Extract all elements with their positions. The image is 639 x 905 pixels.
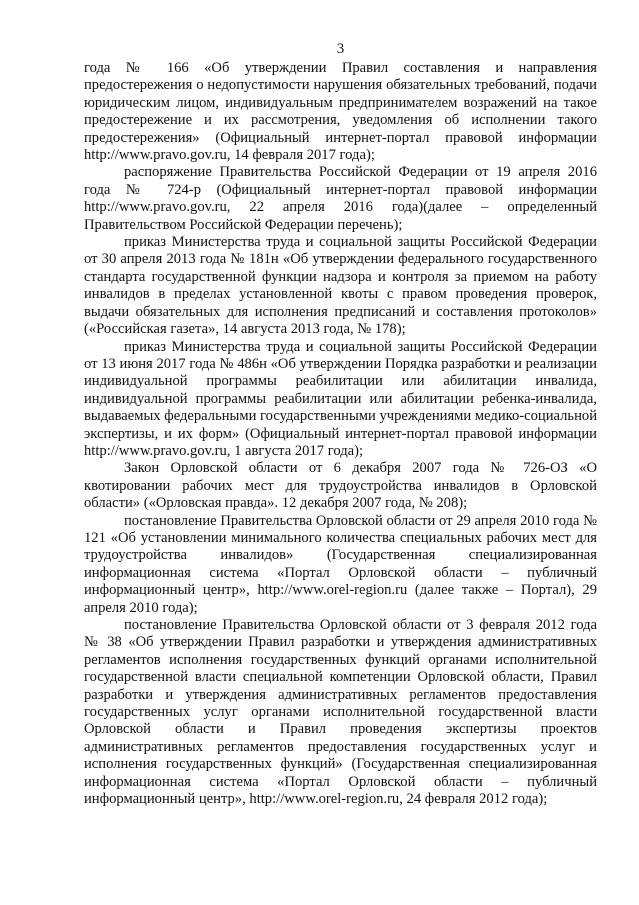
document-body — [84, 60, 597, 808]
page-number: 3 — [336, 41, 345, 57]
paragraph-7: постановление Правительства Орловской области от 3 февраля 2012 года № 38 «Об утверждении Правил разработки и утверждения административных регламентов исполнения государственных функций органами исполнительной государственной власти специальной компетенции Орловской области, Правил разработки и утверждения административных регламентов предоставления государственных услуг органами исполнительной государственной власти Орловской области и Правил проведения экспертизы проектов административных регламентов предоставления государственных услуг и исполнения государственных функций» (Государственная специализированная информационная система «Портал Орловской области – публичный информационный центр», http://www.orel-region.ru, 24 февраля 2012 года); — [84, 617, 597, 808]
paragraph-4: приказ Министерства труда и социальной защиты Российской Федерации от 13 июня 2017 года № 486н «Об утверждении Порядка разработки и реализации индивидуальной программы реабилитации или абилитации инвалида, индивидуальной программы реабилитации или абилитации ребенка-инвалида, выдаваемых федеральными государственными учреждениями медико-социальной экспертизы, и их форм» (Официальный интернет-портал правовой информации http://www.pravo.gov.ru, 1 августа 2017 года); — [84, 338, 597, 459]
paragraph-5: Закон Орловской области от 6 декабря 2007 года № 726-ОЗ «О квотировании рабочих мест для трудоустройства инвалидов в Орловской области» («Орловская правда». 12 декабря 2007 года, № 208); — [84, 460, 597, 512]
paragraph-3: приказ Министерства труда и социальной защиты Российской Федерации от 30 апреля 2013 года № 181н «Об утверждении федерального государственного стандарта государственной функции надзора и контроля за приемом на работу инвалидов в пределах установленной квоты с правом проведения проверок, выдачи обязательных для исполнения предписаний и составления протоколов» («Российская газета», 14 августа 2013 года, № 178); — [84, 234, 597, 338]
paragraph-2: распоряжение Правительства Российской Федерации от 19 апреля 2016 года № 724-р (Официальный интернет-портал правовой информации http://www.pravo.gov.ru, 22 апреля 2016 года)(далее – определенный Правительством Российской Федерации перечень); — [84, 164, 597, 233]
paragraph-6: постановление Правительства Орловской области от 29 апреля 2010 года № 121 «Об установлении минимального количества специальных рабочих мест для трудоустройства инвалидов» (Государственная специализированная информационная система «Портал Орловской области – публичный информационный центр», http://www.orel-region.ru (далее также – Портал), 29 апреля 2010 года); — [84, 512, 597, 616]
paragraph-1: года № 166 «Об утверждении Правил составления и направления предостережения о недопустимости нарушения обязательных требований, подачи юридическим лицом, индивидуальным предпринимателем возражений на такое предостережение и их рассмотрения, уведомления об исполнении такого предостережения» (Официальный интернет-портал правовой информации http://www.pravo.gov.ru, 14 февраля 2017 года); — [84, 60, 597, 164]
